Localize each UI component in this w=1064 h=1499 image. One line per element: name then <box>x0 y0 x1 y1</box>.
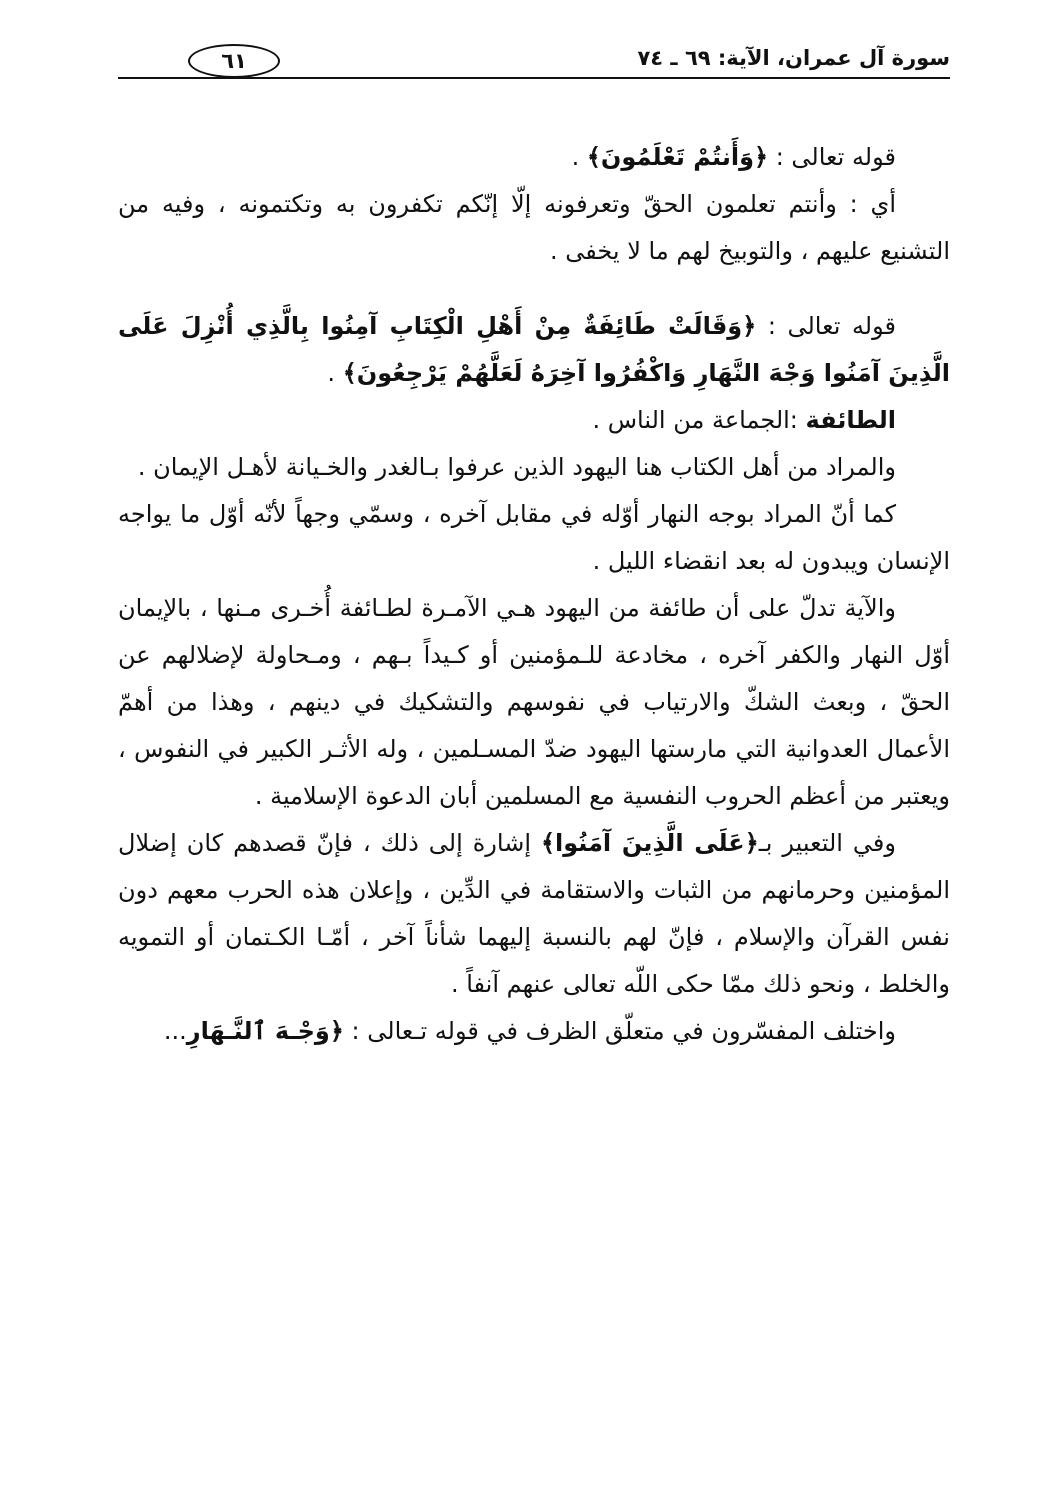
page-number: ٦١ <box>221 49 247 73</box>
quran-quote: ﴿وَأَنتُمْ تَعْلَمُونَ﴾ <box>586 143 769 171</box>
paragraph: والمراد من أهل الكتاب هنا اليهود الذين عرفوا بـالغدر والخـيانة لأهـل الإيمان . <box>137 453 896 481</box>
trail-text: إشارة إلى ذلك ، فإنّ قصدهم كان إضلال المؤمنين وحرمانهم من الثبات والاستقامة في الدِّين ، وإعلان هذه الحرب معهم دون نفس القرآن والإسلام ، فإنّ لهم بالنسبة إليهما شأناً آخر ، أمّـا الكـتمان أو التمويه والخلط ، ونحو ذلك ممّا حكى اللّه تعالى عنهم آنفاً . <box>118 829 950 998</box>
paragraph <box>118 134 950 181</box>
lead-text: واختلف المفسّرون في متعلّق الظرف في قوله تـعالى : <box>343 1017 896 1045</box>
body-text <box>118 134 950 1055</box>
paragraph: والآية تدلّ على أن طائفة من اليهود هـي الآمـرة لطـائفة أُخـرى مـنها ، بالإيمان أوّل النهار والكفر آخره ، مخادعة للـمؤمنين أو كـيداً بـهم ، ومـحاولة لإضلالهم عن الحقّ ، وبعث الشكّ والارتياب في نفوسهم والتشكيك في دينهم ، وهذا من أهمّ الأعمال العدوانية التي مارستها اليهود ضدّ المسـلمين ، وله الأثـر الكبير في النفوس ، ويعتبر من أعظم الحروب النفسية مع المسلمين أبان الدعوة الإسلامية . <box>118 594 950 810</box>
paragraph <box>118 303 950 397</box>
paragraph <box>118 1008 950 1055</box>
lead-text: قوله تعالى : <box>756 312 896 340</box>
trail-text: ... <box>163 1017 187 1045</box>
page-header <box>118 44 950 84</box>
paragraph: كما أنّ المراد بوجه النهار أوّله في مقابل آخره ، وسمّي وجهاً لأنّه أوّل ما يواجه الإنسان ويبدون له بعد انقضاء الليل . <box>118 500 950 575</box>
definition-text: :الجماعة من الناس . <box>592 406 806 434</box>
trail-text: . <box>327 359 343 387</box>
paragraph <box>118 820 950 1008</box>
quran-quote: ﴿وَجْـهَ ٱلنَّـهَارِ <box>186 1017 344 1045</box>
lead-text: قوله تعالى : <box>768 143 896 171</box>
defined-term: الطائفة <box>805 406 896 434</box>
quran-quote: ﴿وَقَالَتْ طَائِفَةٌ مِنْ أَهْلِ الْكِتَابِ آمِنُوا بِالَّذِي أُنْزِلَ عَلَى الَّذِينَ آمَنُوا وَجْهَ النَّهَارِ وَاكْفُرُوا آخِرَهُ لَعَلَّهُمْ يَرْجِعُونَ﴾ <box>118 312 950 387</box>
running-title: سورة آل عمران، الآية: ٦٩ ـ ٧٤ <box>637 46 950 70</box>
paragraph: أي : وأنتم تعلمون الحقّ وتعرفونه إلّا إنّكم تكفرون به وتكتمونه ، وفيه من التشنيع عليهم ، والتوبيخ لهم ما لا يخفى . <box>118 190 950 265</box>
page-number-badge <box>188 44 280 78</box>
quran-quote: ﴿عَلَى الَّذِينَ آمَنُوا﴾ <box>540 829 759 857</box>
lead-text: وفي التعبير بـ <box>758 829 896 857</box>
trail-text: . <box>571 143 587 171</box>
paragraph <box>118 397 950 444</box>
